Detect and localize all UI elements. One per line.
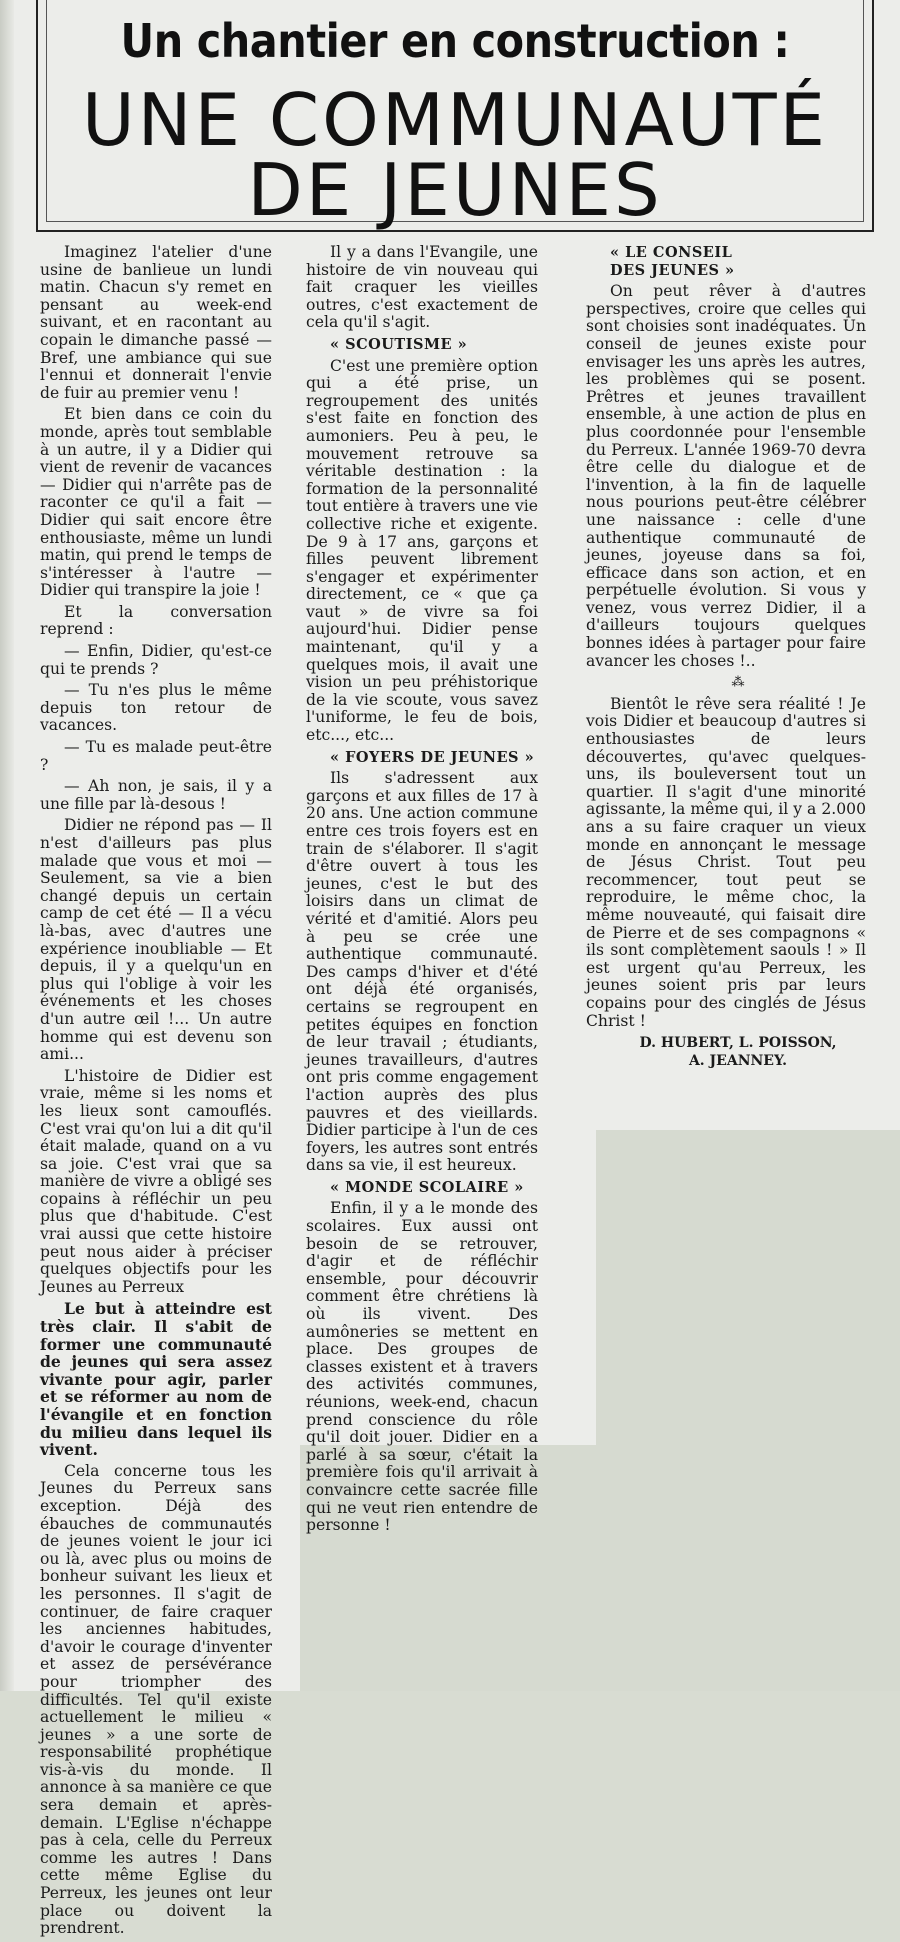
article-column-2 xyxy=(306,244,538,1539)
section-heading-conseil xyxy=(586,244,866,279)
article-column-1 xyxy=(40,244,272,1942)
section-heading-scoutisme: « SCOUTISME » xyxy=(330,335,468,353)
paragraph: Il y a dans l'Evangile, une histoire de vin nouveau qui fait craquer les vieilles outres, c'est exactement de cela qu'il s'agit. xyxy=(306,243,538,332)
scan-edge xyxy=(0,0,14,1691)
paragraph: On peut rêver à d'autres perspectives, croire que celles qui sont choisies sont inadéquates. Un conseil de jeunes existe pour envisager les uns après les autres, les problèmes qui se posent. Prêtres et jeunes travaillent ensemble, à une action de plus en plus coordonnée pour l'ensemble du Perreux. L'année 1969-70 devra être celle du dialogue et de l'invention, à la fin de laquelle nous pourions peut-être célébrer une naissance : celle d'une authentique communauté de jeunes, joyeuse dans sa foi, efficace dans son action, et en perpétuelle évolution. Si vous y venez, vous verrez Didier, il a d'ailleurs toujours quelques bonnes idées à partager pour faire avancer les choses !.. xyxy=(586,282,866,670)
signature-line: A. JEANNEY. xyxy=(688,1053,788,1070)
kicker-title: Un chantier en construction : xyxy=(120,14,790,68)
paragraph: Bientôt le rêve sera réalité ! Je vois Didier et beaucoup d'autres si enthousiastes de leurs découvertes, qu'avec quelques-uns, ils bouleversent tout un quartier. Il s'agit d'une minorité agissante, la même qui, il y a 2.000 ans a su faire craquer un vieux monde en annonçant le message de Jésus Christ. Tout peu recommencer, tout peut se reproduire, le même choc, la même nouveauté, qui faisait dire de Pierre et de ses compagnons « ils sont complètement saouls ! » Il est urgent qu'au Perreux, les jeunes soient pris par leurs copains pour des cinglés de Jésus Christ ! xyxy=(586,694,866,1030)
dialogue-line: — Ah non, je sais, il y a une fille par là-desous ! xyxy=(40,777,272,813)
article-column-3 xyxy=(586,244,866,1074)
paragraph: C'est une première option qui a été prise, un regroupement des unités s'est faite en fonction des aumoniers. Peu à peu, le mouvement retrouve sa véritable destination : la formation de la personnalité tout entière à travers une vie collective riche et exigente. De 9 à 17 ans, garçons et filles peuvent librement s'engager et expérimenter directement, ce « que ça vaut » de vivre sa foi aujourd'hui. Didier pense maintenant, qu'il y a quelques mois, il avait une vision un peu préhistorique de la vie scoute, vous savez l'uniforme, le feu de bois, etc..., etc... xyxy=(306,356,538,745)
section-heading-foyers: « FOYERS DE JEUNES » xyxy=(330,748,535,766)
paragraph: Enfin, il y a le monde des scolaires. Eux aussi ont besoin de se retrouver, d'agir et de réfléchir ensemble, pour découvrir comment être chrétiens là où ils vivent. Des aumôneries se mettent en place. Des groupes de classes existent et à travers des activités communes, réunions, week-end, chacun prend conscience du rôle qu'il doit jouer. Didier en a parlé à sa sœur, c'était la première fois qu'il arrivait à convaincre cette sacrée fille qui ne veut rien entendre de personne ! xyxy=(306,1199,538,1535)
paragraph: Et la conversation reprend : xyxy=(40,602,272,639)
headline-line-2: DE JEUNES xyxy=(247,148,663,232)
asterism-divider: ⁂ xyxy=(731,675,745,691)
section-heading-line: DES JEUNES » xyxy=(610,261,735,279)
paragraph: Didier ne répond pas — Il n'est d'ailleurs pas plus malade que vous et moi — Seulement, sa vie a bien changé depuis un certain camp de cet été — Il a vécu là-bas, avec d'autres une expérience inoubliable — Et depuis, il y a quelqu'un en plus qui l'oblige à voir les événements et les choses d'un autre œil !... Un autre homme qui est devenu son ami... xyxy=(40,816,272,1064)
dialogue-line: — Enfin, Didier, qu'est-ce qui te prends ? xyxy=(40,642,272,678)
signature xyxy=(586,1034,866,1070)
paragraph: Ils s'adressent aux garçons et aux filles de 17 à 20 ans. Une action commune entre ces trois foyers est en train de s'élaborer. Il s'agit d'être ouvert à tous les jeunes, c'est le but des loisirs dans un climat de vérité et d'amitié. Alors peu à peu se crée une authentique communauté. Des camps d'hiver et d'été ont déjà été organisés, certains se regroupent en petites équipes en fonction de leur travail ; étudiants, jeunes travailleurs, d'autres ont pris comme engagement l'action auprès des plus pauvres et des vieillards. Didier participe à l'un de ces foyers, les autres sont entrés dans sa vie, il est heureux. xyxy=(306,769,538,1175)
headline-line-1: UNE COMMUNAUTÉ xyxy=(81,78,829,162)
paragraph: Et bien dans ce coin du monde, après tout semblable à un autre, il y a Didier qui vient de revenir de vacances — Didier qui n'arrête pas de raconter ce qu'il a fait — Didier qui sait encore être enthousiaste, même un lundi matin, qui prend le temps de s'intéresser à l'autre — Didier qui transpire la joie ! xyxy=(40,405,272,600)
headline-box xyxy=(36,0,874,232)
bold-paragraph: Le but à atteindre est très clair. Il s'abit de former une communauté de jeunes qui sera assez vivante pour agir, parler et se réformer au nom de l'évangile et en fonction du milieu dans lequel ils vivent. xyxy=(40,1299,272,1460)
dialogue-line: — Tu n'es plus le même depuis ton retour de vacances. xyxy=(40,681,272,735)
section-heading-line: « LE CONSEIL xyxy=(610,244,733,261)
dialogue-line: — Tu es malade peut-être ? xyxy=(40,738,272,774)
paragraph: Imaginez l'atelier d'une usine de banlieue un lundi matin. Chacun s'y remet en pensant au week-end suivant, et en racontant au copain le dimanche passé — Bref, une ambiance qui sue l'ennui et donnerait l'envie de fuir au premier venu ! xyxy=(40,243,272,402)
paragraph: L'histoire de Didier est vraie, même si les noms et les lieux sont camouflés. C'est vrai qu'on lui a dit qu'il était malade, quand on a vu sa joie. C'est vrai que sa manière de vivre a obligé ses copains à réfléchir un peu plus que d'habitude. C'est vrai aussi que cette histoire peut nous aider à préciser quelques objectifs pour les Jeunes au Perreux xyxy=(40,1066,272,1296)
signature-line: D. HUBERT, L. POISSON, xyxy=(639,1035,837,1052)
section-heading-scolaire: « MONDE SCOLAIRE » xyxy=(330,1178,524,1196)
paragraph: Cela concerne tous les Jeunes du Perreux sans exception. Déjà des ébauches de communautés de jeunes voient le jour ici ou là, avec plus ou moins de bonheur suivant les lieux et les personnes. Il s'agit de continuer, de faire craquer les anciennes habitudes, d'avoir le courage d'inventer et assez de persévérance pour triompher des difficultés. Tel qu'il existe actuellement le milieu « jeunes » a une sorte de responsabilité prophétique vis-à-vis du monde. Il annonce à sa manière ce que sera demain et après-demain. L'Eglise n'échappe pas à cela, celle du Perreux comme les autres ! Dans cette même Eglise du Perreux, les jeunes ont leur place ou doivent la prendrent. xyxy=(40,1461,272,1938)
